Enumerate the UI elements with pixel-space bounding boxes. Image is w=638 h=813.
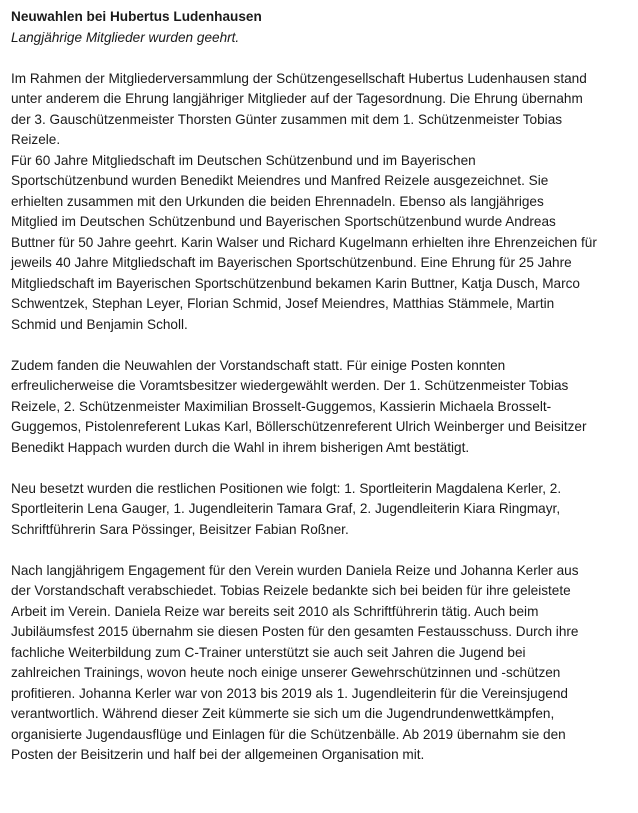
text-line: organisierte Jugendausflüge und Einlagen für die Schützenbälle. Ab 2019 übernahm sie den	[11, 726, 566, 742]
text-line: verantwortlich. Während dieser Zeit kümmerte sie sich um die Jugendrundenwettkämpfen,	[11, 706, 555, 721]
text-line: Arbeit im Verein. Daniela Reize war bereits seit 2010 als Schriftführerin tätig. Auch beim	[11, 603, 539, 619]
paragraph-block	[11, 356, 629, 459]
text-line: Zudem fanden die Neuwahlen der Vorstandschaft statt. Für einige Posten konnten	[11, 357, 506, 373]
article-paragraph	[11, 561, 629, 766]
text-line: Mitgliedschaft im Bayerischen Sportschützenbund bekamen Karin Buttner, Katja Dusch, Marco	[11, 275, 580, 291]
text-line: zahlreichen Trainings, wovon heute noch einige unserer Gewehrschützinnen und -schützen	[11, 665, 561, 680]
text-line: Sportschützenbund wurden Benedikt Meiendres und Manfred Reizele ausgezeichnet. Sie	[11, 173, 549, 188]
text-line: jeweils 40 Jahre Mitgliedschaft im Bayerischen Sportschützenbund. Eine Ehrung für 25 Jahre	[11, 255, 572, 270]
text-line: Guggemos, Pistolenreferent Lukas Karl, Böllerschützenreferent Ulrich Weinberger und Beisitzer	[11, 419, 587, 434]
text-line: Benedikt Happach wurden durch die Wahl in ihrem bisherigen Amt bestätigt.	[11, 439, 470, 455]
text-line: Jubiläumsfest 2015 übernahm sie diesen Posten für den gesamten Festausschuss. Durch ihre	[11, 624, 579, 639]
document	[11, 7, 629, 786]
text-line: Posten der Beisitzerin und half bei der allgemeinen Organisation mit.	[11, 747, 425, 762]
text-line: der 3. Gauschützenmeister Thorsten Günter zusammen mit dem 1. Schützenmeister Tobias	[11, 111, 563, 127]
text-line: Für 60 Jahre Mitgliedschaft im Deutschen Schützenbund und im Bayerischen	[11, 152, 476, 168]
article-paragraph	[11, 479, 629, 541]
text-line: Sportleiterin Lena Gauger, 1. Jugendleiterin Tamara Graf, 2. Jugendleiterin Kiara Ringmayr,	[11, 501, 561, 516]
article-body	[11, 69, 629, 766]
text-line: Buttner für 50 Jahre geehrt. Karin Walser und Richard Kugelmann erhielten ihre Ehrenzeichen für	[11, 234, 597, 250]
text-line: erfreulicherweise die Voramtsbesitzer wiedergewählt werden. Der 1. Schützenmeister Tobias	[11, 378, 569, 393]
paragraph-block	[11, 151, 629, 336]
text-line: Reizele, 2. Schützenmeister Maximilian Brosselt-Guggemos, Kassierin Michaela Brosselt-	[11, 398, 552, 414]
text-line: Schriftführerin Sara Pössinger, Beisitzer Fabian Roßner.	[11, 521, 349, 537]
text-line: Reizele.	[11, 132, 61, 147]
article-subtitle: Langjährige Mitglieder wurden geehrt.	[11, 29, 240, 45]
text-line: fachliche Weiterbildung zum C-Trainer unterstützt sie auch seit Jahren die Jugend bei	[11, 644, 526, 660]
text-line: Nach langjährigem Engagement für den Verein wurden Daniela Reize und Johanna Kerler aus	[11, 562, 579, 578]
paragraph-block	[11, 561, 629, 766]
article-paragraph	[11, 356, 629, 459]
paragraph-block	[11, 479, 629, 541]
text-line: profitieren. Johanna Kerler war von 2013 bis 2019 als 1. Jugendleiterin für die Vereinsjugend	[11, 685, 568, 701]
article-title: Neuwahlen bei Hubertus Ludenhausen	[11, 9, 262, 24]
article-paragraph	[11, 69, 629, 336]
text-line: erhielten zusammen mit den Urkunden die beiden Ehrennadeln. Ebenso als langjähriges	[11, 193, 544, 209]
paragraph-block	[11, 69, 629, 151]
text-line: unter anderem die Ehrung langjähriger Mitglieder auf der Tagesordnung. Die Ehrung übernahm	[11, 91, 583, 106]
text-line: Mitglied im Deutschen Schützenbund und Bayerischen Sportschützenbund wurde Andreas	[11, 214, 556, 229]
text-line: Schwentzek, Stephan Leyer, Florian Schmid, Josef Meiendres, Matthias Stämmele, Martin	[11, 296, 555, 311]
text-line: der Vorstandschaft verabschiedet. Tobias Reizele bedankte sich bei beiden für ihre geleistete	[11, 583, 571, 598]
text-line: Schmid und Benjamin Scholl.	[11, 316, 188, 332]
text-line: Neu besetzt wurden die restlichen Positionen wie folgt: 1. Sportleiterin Magdalena Kerler, 2.	[11, 480, 562, 496]
text-line: Im Rahmen der Mitgliederversammlung der Schützengesellschaft Hubertus Ludenhausen stand	[11, 70, 587, 86]
